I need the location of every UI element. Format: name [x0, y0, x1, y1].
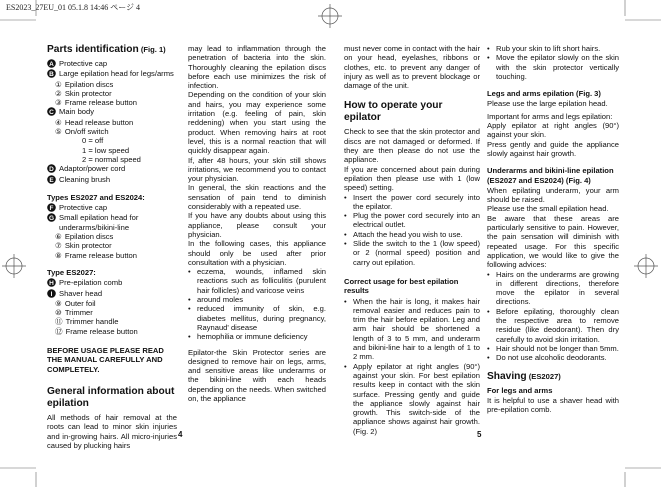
paragraph: Important for arms and legs epilation:	[487, 111, 613, 121]
paragraph: Depending on the condition of your skin and hairs, you may experience some irritation (e.g. feeling of pain, skin reddening) when you start using the product. When removing hairs at root level, this is a normal reaction that will quickly disappear again.	[188, 90, 326, 156]
shaving-subheading: For legs and arms	[487, 385, 553, 395]
item-marker	[47, 289, 56, 299]
item-label: Head release button	[64, 117, 134, 127]
bullet-text: Slide the switch to the 1 (low speed) or 2 (normal speed) position and carry out epilation.	[353, 239, 480, 267]
bullet-item	[344, 362, 480, 436]
item-marker: ⑫	[55, 326, 63, 336]
page-number-right: 5	[477, 430, 482, 439]
bullet-item	[344, 193, 480, 212]
paragraph: Please use the small epilation head.	[487, 204, 609, 214]
item-marker	[47, 203, 56, 213]
item-label: Epilation discs	[64, 79, 114, 89]
parts-list-item	[47, 289, 177, 299]
parts-list-item	[47, 59, 177, 69]
parts-list-item	[47, 80, 177, 89]
parts-list-item	[47, 308, 177, 317]
bullet-text: Before epilating, thoroughly clean the respective area to remove residue (like deodorant). Then dry carefully to avoid skin irritation.	[496, 306, 619, 344]
svg-text:B: B	[49, 71, 54, 79]
item-label: Protective cap	[59, 59, 108, 68]
column-1	[47, 44, 177, 450]
paragraph: may lead to inflammation through the penetration of bacteria into the skin. Thoroughly cleaning the epilation discs before each use minimizes the risk of infection.	[188, 44, 326, 91]
bullet-item	[344, 230, 480, 239]
item-label: Small epilation head for underarms/bikini-line	[59, 213, 139, 232]
item-label: Skin protector	[64, 241, 112, 251]
circled-letter-icon	[47, 164, 56, 173]
page-number-left: 4	[178, 430, 183, 439]
paragraph: When epilating underarm, your arm should be raised.	[487, 185, 619, 205]
bullet-list	[344, 193, 480, 267]
circled-letter-icon	[47, 107, 56, 116]
item-marker	[47, 278, 56, 288]
bullet-icon: •	[487, 306, 490, 316]
bullet-item	[344, 211, 480, 230]
warning-text: BEFORE USAGE PLEASE READ THE MANUAL CAREFULLY AND COMPLETELY.	[47, 346, 164, 374]
bullet-icon: •	[188, 295, 191, 305]
bullet-list	[344, 297, 480, 436]
item-label: Trimmer	[64, 308, 93, 318]
item-marker	[47, 59, 56, 69]
bullet-text: Plug the power cord securely into an electrical outlet.	[353, 211, 480, 230]
svg-text:G: G	[48, 215, 55, 223]
bullet-text: around moles	[197, 295, 244, 305]
item-marker	[47, 175, 56, 185]
item-marker	[47, 69, 56, 79]
bullet-text: hemophilia or immune deficiency	[197, 332, 308, 342]
print-header: ES2023_27EU_01 05.1.8 14:46 ページ 4	[6, 3, 141, 12]
svg-text:D: D	[49, 166, 54, 174]
circled-letter-icon	[47, 289, 56, 298]
parts-list-item	[47, 232, 177, 241]
operate-heading: How to operate your epilator	[344, 100, 443, 124]
item-label: Epilation discs	[64, 232, 114, 242]
item-marker: ②	[55, 88, 62, 98]
bullet-text: Rub your skin to lift short hairs.	[496, 44, 601, 53]
bullet-text: Do not use alcoholic deodorants.	[496, 353, 607, 363]
parts-list-item	[47, 327, 177, 336]
parts-list-item	[47, 213, 177, 232]
general-text: All methods of hair removal at the roots can lead to minor skin injuries and in-growing hairs. All micro-injuries caused by plucking hairs	[47, 412, 177, 450]
item-label: On/off switch	[64, 127, 109, 137]
bullet-text: Attach the head you wish to use.	[353, 229, 463, 239]
bullet-icon: •	[188, 304, 191, 314]
item-marker: ①	[55, 79, 62, 89]
bullet-item	[487, 270, 619, 307]
circled-letter-icon	[47, 213, 56, 222]
bullet-icon: •	[188, 332, 191, 342]
correct-usage-heading: Correct usage for best epilation results	[344, 276, 459, 296]
item-label: Trimmer handle	[65, 317, 119, 327]
bullet-item	[487, 44, 619, 53]
parts-list-item	[47, 155, 177, 164]
item-label: Frame release button	[65, 326, 138, 336]
bullet-text: reduced immunity of skin, e.g. diabetes mellitus, during pregnancy, Raynaud' disease	[197, 304, 326, 332]
item-label: Protective cap	[59, 203, 108, 213]
bullet-item	[188, 267, 326, 295]
types2-list	[47, 278, 177, 336]
parts-list-item	[47, 203, 177, 213]
paragraph: must never come in contact with the hair on your head, eyelashes, ribbons or clothes, etc. to prevent any danger of injury as well as to prevent blockage or damage of the unit.	[344, 44, 480, 91]
circled-letter-icon	[47, 69, 56, 78]
item-marker: ⑨	[55, 298, 62, 308]
svg-text:A: A	[49, 61, 54, 68]
svg-text:H: H	[49, 280, 54, 288]
paragraph: If you have any doubts about using this appliance, please consult your physician.	[188, 211, 326, 239]
paragraph: In general, the skin reactions and the sensation of pain tend to diminish considerably with a repeated use.	[188, 183, 326, 212]
parts-list-item	[47, 118, 177, 127]
types1-list	[47, 203, 177, 260]
bullet-item	[487, 307, 619, 344]
bullet-item	[188, 295, 326, 304]
bullet-icon: •	[344, 239, 347, 249]
bullet-item	[487, 353, 619, 362]
item-label: Shaver head	[59, 288, 103, 298]
bullet-list	[487, 270, 619, 363]
paragraph: Be aware that these areas are particularly sensitive to pain. However, the pain sensation will diminish with repeated usage. For this specific application, we would like to give the following advices:	[487, 213, 619, 270]
column-2	[188, 44, 326, 403]
bullet-icon: •	[344, 211, 347, 221]
item-marker	[47, 213, 56, 232]
parts-list-item	[47, 98, 177, 107]
item-label: Pre-epilation comb	[59, 278, 123, 288]
bullet-item	[188, 304, 326, 332]
item-label: Outer foil	[64, 298, 96, 308]
svg-text:E: E	[49, 176, 54, 184]
bullet-item	[188, 332, 326, 341]
paragraph: In the following cases, this appliance should only be used after prior consultation with a physician.	[188, 239, 326, 267]
bullet-list	[487, 44, 619, 81]
bullet-icon: •	[344, 361, 347, 371]
bullet-icon: •	[487, 53, 490, 63]
item-label: 2 = normal speed	[82, 154, 141, 164]
registration-mark-top	[318, 4, 342, 28]
registration-mark-right	[634, 254, 658, 278]
item-marker	[47, 164, 56, 174]
bullet-text: Hair should not be longer than 5mm.	[496, 343, 619, 353]
bullet-item	[344, 297, 480, 362]
bullet-text: Insert the power cord securely into the epilator.	[353, 192, 480, 211]
bullet-item	[487, 53, 619, 81]
paragraph: Epilator-the Skin Protector series are designed to remove hair on legs, arms, and sensitive areas like underarms or the bikini-line with each heads depending on the needs. When switched on, the appliance	[188, 347, 326, 403]
bullet-text: Move the epilator slowly on the skin with the skin protector vertically touching.	[496, 53, 619, 81]
svg-text:C: C	[49, 109, 54, 117]
item-marker: ③	[55, 98, 62, 108]
bullet-list	[188, 267, 326, 341]
circled-letter-icon	[47, 203, 56, 212]
registration-mark-left	[2, 254, 26, 278]
parts-list-item	[47, 69, 177, 79]
types1-heading: Types ES2027 and ES2024:	[47, 192, 145, 202]
parts-list-item	[47, 317, 177, 326]
circled-letter-icon	[47, 59, 56, 68]
parts-list-item	[47, 278, 177, 288]
bullet-icon: •	[487, 353, 490, 363]
bullet-icon: •	[188, 267, 191, 277]
paragraph: Press gently and guide the appliance slowly against hair growth.	[487, 139, 619, 158]
item-label: Main body	[59, 107, 95, 117]
svg-text:I: I	[50, 290, 53, 298]
circled-letter-icon	[47, 175, 56, 184]
item-label: Cleaning brush	[59, 174, 111, 184]
bullet-text: When the hair is long, it makes hair removal easier and reduces pain to trim the hair before epilation. Leg and arm hair should be shortened a length of 3 to 5 mm, and underarm and bikini-line hair to a length of 1 to 2 mm.	[353, 296, 480, 362]
bullet-icon: •	[487, 44, 490, 53]
item-label: Skin protector	[64, 88, 112, 98]
underarms-heading: Underarms and bikini-line epilation (ES2027 and ES2024) (Fig. 4)	[487, 166, 614, 185]
parts-list-item	[47, 136, 177, 145]
item-marker: ⑪	[55, 317, 63, 327]
column-3	[344, 44, 480, 436]
item-marker: ⑩	[55, 308, 62, 318]
bullet-icon: •	[344, 192, 347, 202]
parts-list-item	[47, 89, 177, 98]
bullet-item	[487, 344, 619, 353]
paragraph: If, after 48 hours, your skin still shows irritations, we recommend you to contact your physician.	[188, 155, 326, 184]
item-marker: ⑦	[55, 241, 62, 251]
item-label: 1 = low speed	[82, 145, 130, 155]
bullet-text: Hairs on the underarms are growing in different directions, therefore move the epilator in several directions.	[496, 269, 619, 307]
circled-letter-icon	[47, 278, 56, 287]
item-marker: ⑤	[55, 127, 62, 137]
legs-heading: Legs and arms epilation (Fig. 3)	[487, 89, 601, 99]
bullet-item	[344, 239, 480, 267]
parts-list-item	[47, 107, 177, 117]
bullet-icon: •	[344, 229, 347, 239]
general-heading: General information about epilation	[47, 385, 175, 409]
item-label: Large epilation head for legs/arms	[59, 69, 174, 79]
bullet-icon: •	[487, 343, 490, 353]
paragraph: Please use the large epilation head.	[487, 99, 608, 109]
item-marker: ④	[55, 117, 62, 127]
item-marker: ⑥	[55, 232, 62, 242]
bullet-icon: •	[487, 269, 490, 279]
item-label: Frame release button	[64, 98, 137, 108]
item-marker: ⑧	[55, 250, 62, 260]
bullet-icon: •	[344, 296, 347, 306]
parts-list-item	[47, 175, 177, 185]
item-marker	[47, 107, 56, 117]
item-label: 0 = off	[82, 136, 104, 146]
parts-list	[47, 59, 177, 185]
paragraph: If you are concerned about pain during epilation then please use with 1 (low speed) setting.	[344, 164, 480, 193]
parts-list-item	[47, 127, 177, 136]
shaving-heading: Shaving (ES2027)	[487, 370, 561, 382]
item-label: Frame release button	[64, 250, 137, 260]
parts-list-item	[47, 146, 177, 155]
parts-list-item	[47, 164, 177, 174]
item-label: Adaptor/power cord	[59, 164, 126, 174]
bullet-text: Apply epilator at right angles (90°) against your skin. For best epilation results keep in contact with the skin surface. Pressing gently and guide the appliance slowly against hair growth. This switch-side of the appliance shows against hair growth. (Fig. 2)	[353, 361, 480, 436]
paragraph: It is helpful to use a shaver head with pre-epilation comb.	[487, 395, 619, 415]
types2-heading: Type ES2027:	[47, 267, 96, 277]
parts-heading: Parts identification (Fig. 1)	[47, 44, 166, 55]
bullet-text: eczema, wounds, inflamed skin reactions such as folliculitis (purulent hair follicles) and varicose veins	[197, 267, 326, 295]
parts-list-item	[47, 241, 177, 250]
paragraph: Check to see that the skin protector and discs are not damaged or deformed. If they are then please do not use the appliance.	[344, 127, 480, 165]
column-4	[487, 44, 619, 414]
parts-list-item	[47, 251, 177, 260]
paragraph: Apply epilator at right angles (90°) against your skin.	[487, 121, 619, 140]
svg-text:F: F	[49, 205, 54, 213]
parts-list-item	[47, 299, 177, 308]
